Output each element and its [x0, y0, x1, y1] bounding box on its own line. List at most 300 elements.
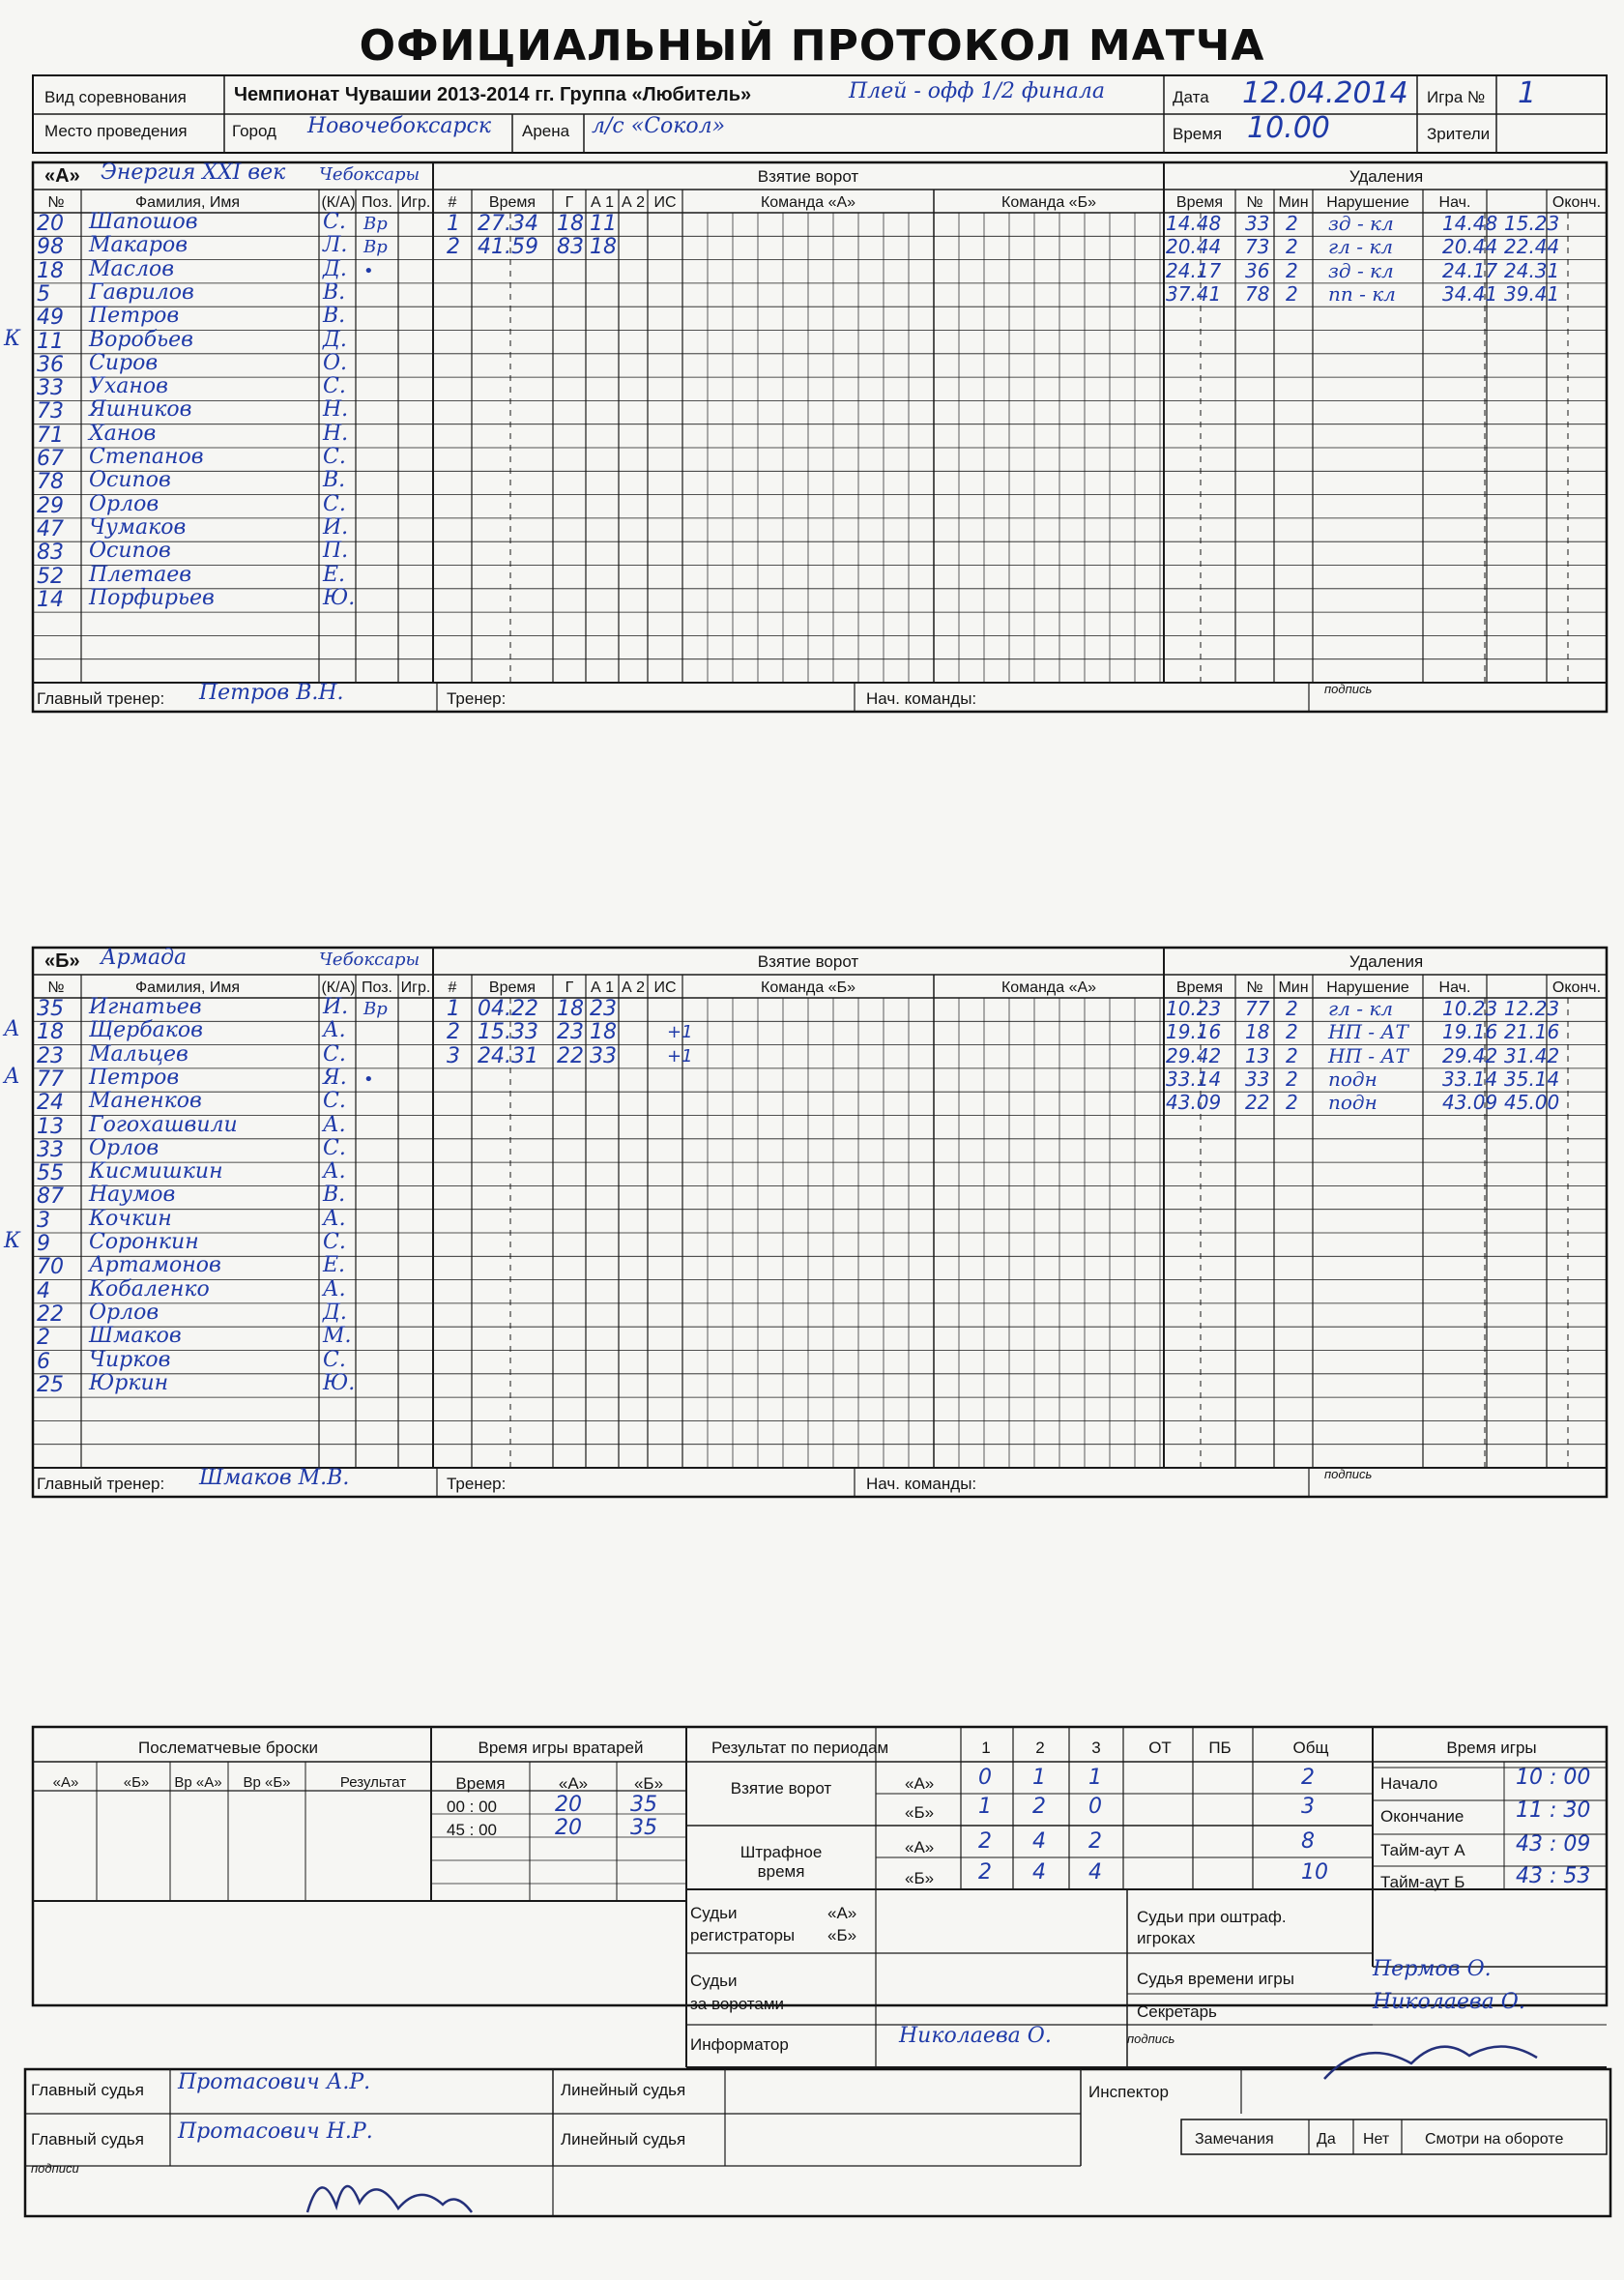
team_a-penalty-violation: зд - кл [1328, 258, 1394, 282]
time-value: 10.00 [1247, 111, 1330, 145]
team_b-pcol-time: Время [1175, 979, 1224, 996]
team_b-player-name: Кочкин [89, 1206, 172, 1231]
team_a-penalty-end: 24.31 [1504, 258, 1560, 282]
team_a-sign-label: подпись [1324, 682, 1373, 696]
team_a-col-name: Фамилия, Имя [135, 194, 240, 211]
registrar-label-2: регистраторы [690, 1926, 796, 1944]
periods-goals_b-cell: 3 [1301, 1795, 1315, 1819]
goalie-b-number: 35 [630, 1816, 657, 1840]
team_b-player-initial: Д. [323, 1300, 347, 1325]
team_b-col-hash: # [448, 979, 457, 996]
team_b-goal-assist1: 23 [590, 997, 617, 1021]
team_a-player-name: Гаврилов [89, 279, 194, 305]
team_b-penalty-minutes: 2 [1286, 1043, 1298, 1067]
team_a-player-position: Вр [363, 237, 388, 258]
team_a-penalty-time: 14.48 [1166, 212, 1222, 235]
team_b-player-number: 35 [37, 997, 64, 1021]
team_a-penalty-time: 20.44 [1166, 235, 1222, 259]
team_a-player-name: Плетаев [89, 562, 192, 587]
team_a-col-hash: # [448, 194, 457, 211]
team_a-goal-assist1: 11 [590, 212, 617, 236]
team_a-player-initial: С. [323, 445, 346, 469]
team_a-pcol-violation: Нарушение [1326, 194, 1409, 211]
team_b-player-name: Орлов [89, 1300, 160, 1325]
team_b-player-number: 24 [37, 1091, 64, 1116]
team_b-player-initial: А. [323, 1018, 346, 1043]
team_b-col-g: Г [565, 979, 574, 996]
team_b-player-initial: Я. [323, 1065, 347, 1090]
team_b-player-name: Соронкин [89, 1230, 199, 1254]
team_b-player-number: 6 [37, 1349, 50, 1374]
team_a-player-name: Яшников [89, 397, 192, 423]
team-b-captain-mark: К [4, 1229, 21, 1253]
periods-goals_a-cell: 1 [1088, 1766, 1102, 1790]
team_b-player-number: 55 [37, 1161, 64, 1186]
team_b-goal-time: 15.33 [478, 1020, 538, 1045]
team_a-player-number: 18 [37, 258, 64, 283]
registrar-a: «А» [827, 1904, 857, 1922]
team_b-player-name: Наумов [89, 1183, 176, 1208]
team_a-player-name: Чумаков [89, 514, 187, 540]
registrar-b: «Б» [827, 1926, 857, 1944]
date-value: 12.04.2014 [1242, 76, 1408, 110]
team_a-col-no: № [47, 194, 65, 211]
team_a-name: Энергия XXI век [101, 161, 286, 185]
team_a-penalty-violation: пп - кл [1328, 281, 1396, 306]
team_b-penalty-player: 18 [1245, 1020, 1270, 1044]
team_b-player-initial: В. [323, 1183, 346, 1208]
team_b-sign-label: подпись [1324, 1467, 1373, 1481]
team_b-player-initial: Е. [323, 1253, 346, 1278]
game-end-value: 11 : 30 [1516, 1798, 1591, 1823]
team_b-goal-scorer: 23 [557, 1020, 584, 1045]
team_a-player-number: 49 [37, 306, 64, 331]
chief-referee-2: Протасович Н.Р. [178, 2119, 373, 2144]
team_a-penalty-start: 24.17 [1442, 258, 1498, 282]
team_a-player-name: Степанов [89, 445, 204, 469]
periods-team-pim_a: «А» [905, 1838, 935, 1856]
periods-pim_a-cell: 2 [1088, 1829, 1102, 1854]
team_a-player-number: 52 [37, 564, 64, 589]
team_b-goal-number: 2 [447, 1020, 460, 1045]
team_a-penalty-start: 34.41 [1442, 281, 1498, 306]
city-label: Город [232, 122, 276, 140]
team_b-penalty-end: 31.42 [1504, 1043, 1560, 1067]
team_a-player-initial: В. [323, 468, 346, 493]
team_b-goal-strength: +1 [667, 1045, 693, 1067]
team_b-player-initial: С. [323, 1041, 346, 1067]
team_b-penalty-end: 35.14 [1504, 1067, 1560, 1091]
team_b-penalty-time: 29.42 [1166, 1043, 1222, 1067]
team_a-col-a2: А 2 [621, 194, 646, 211]
secretary-value: Николаева О. [1373, 1990, 1525, 2014]
team_b-goals-title: Взятие ворот [757, 952, 859, 971]
team-b-assistant-mark-1: А [4, 1017, 20, 1042]
team_b-shots-right-header: Команда «А» [1000, 979, 1097, 996]
team_a-player-initial: В. [323, 279, 346, 305]
team_b-col-is: ИС [653, 979, 677, 996]
goalie-a-number: 20 [555, 1816, 582, 1840]
linesman-label-1: Линейный судья [561, 2081, 686, 2099]
team_a-shots-right-header: Команда «Б» [1001, 194, 1096, 211]
team_a-player-name: Орлов [89, 491, 160, 516]
team_a-player-initial: П. [323, 539, 349, 564]
team_a-city: Чебоксары [319, 164, 420, 185]
team_b-player-position: • [363, 1068, 374, 1090]
chief-referee-label-2: Главный судья [31, 2130, 144, 2148]
team_b-name: Армада [101, 946, 188, 970]
team_b-penalty-violation: НП - АТ [1328, 1020, 1408, 1044]
team_a-penalties-title: Удаления [1348, 167, 1424, 186]
shootout-col-b: «Б» [123, 1774, 150, 1791]
team_b-pcol-start: Нач. [1438, 979, 1471, 996]
goalie-time-col-time: Время [455, 1774, 506, 1793]
team_b-penalty-violation: подн [1328, 1091, 1378, 1115]
team_b-goal-assist1: 18 [590, 1020, 617, 1045]
goalie-time-col-a: «А» [558, 1774, 589, 1793]
spectators-label: Зрители [1427, 125, 1491, 143]
team_b-player-name: Щербаков [89, 1018, 203, 1043]
team_a-coach-value: Петров В.Н. [199, 681, 344, 705]
secretary-label: Секретарь [1137, 2002, 1217, 2021]
team_b-penalty-time: 43.09 [1166, 1091, 1222, 1115]
periods-pim_a-cell: 2 [978, 1829, 992, 1854]
timeout-a-label: Тайм-аут А [1380, 1841, 1465, 1859]
team_a-penalty-start: 20.44 [1442, 235, 1498, 259]
team_a-goal-time: 41.59 [478, 235, 538, 260]
team_a-player-name: Сиров [89, 350, 159, 375]
team_b-tag: «Б» [44, 950, 80, 972]
team_b-penalty-start: 29.42 [1442, 1043, 1498, 1067]
team_b-player-name: Маненков [89, 1089, 202, 1114]
team_b-player-initial: С. [323, 1089, 346, 1114]
team_a-col-pos: Поз. [362, 194, 392, 211]
team_a-col-igr: Игр. [400, 194, 431, 211]
team_b-player-name: Артамонов [89, 1253, 221, 1278]
team_b-pcol-no: № [1246, 979, 1263, 996]
team_b-player-initial: А. [323, 1159, 346, 1184]
team_b-col-no: № [47, 979, 65, 996]
periods-pim_b-cell: 2 [978, 1860, 992, 1885]
goalie-time-title: Время игры вратарей [478, 1739, 644, 1757]
team_a-player-name: Макаров [89, 233, 188, 258]
team_b-col-pos: Поз. [362, 979, 392, 996]
team_a-player-position: • [363, 260, 374, 281]
team_b-penalty-violation: подн [1328, 1067, 1378, 1091]
team_b-player-initial: С. [323, 1230, 346, 1254]
team_a-pcol-time: Время [1175, 194, 1224, 211]
informer-value: Николаева О. [899, 2024, 1052, 2048]
team_b-player-name: Мальцев [89, 1041, 188, 1067]
team_b-col-time: Время [488, 979, 536, 996]
team_a-player-number: 67 [37, 447, 64, 471]
periods-h2: 2 [1035, 1739, 1045, 1757]
team_b-player-name: Петров [89, 1065, 180, 1090]
team_b-penalty-end: 12.23 [1504, 997, 1560, 1020]
team_b-player-initial: Ю. [323, 1370, 356, 1395]
team_b-player-number: 77 [37, 1067, 64, 1092]
shootout-col-result: Результат [339, 1774, 407, 1791]
team_b-penalty-player: 13 [1245, 1043, 1270, 1067]
team_a-penalty-player: 36 [1245, 258, 1270, 282]
team_b-player-number: 18 [37, 1020, 64, 1045]
team_a-penalty-minutes: 2 [1286, 281, 1298, 306]
periods-pim_b-cell: 4 [1032, 1860, 1046, 1885]
competition-note: Плей - офф 1/2 финала [849, 79, 1105, 103]
team_a-pcol-start: Нач. [1438, 194, 1471, 211]
team_a-col-is: ИС [653, 194, 677, 211]
team_b-penalty-start: 33.14 [1442, 1067, 1498, 1091]
team_a-player-number: 11 [37, 329, 64, 354]
competition-label: Вид соревнования [44, 88, 187, 106]
team_b-player-number: 33 [37, 1137, 64, 1162]
team_a-player-initial: И. [323, 514, 349, 540]
team_a-penalty-start: 14.48 [1442, 212, 1498, 235]
team_a-goal-number: 2 [447, 235, 460, 260]
team_b-penalty-minutes: 2 [1286, 1020, 1298, 1044]
team_a-player-number: 98 [37, 235, 64, 260]
timeout-b-label: Тайм-аут Б [1380, 1873, 1465, 1891]
team_a-pcol-end: Оконч. [1552, 194, 1602, 211]
team_a-penalty-minutes: 2 [1286, 258, 1298, 282]
team_a-player-number: 33 [37, 376, 64, 401]
team_a-player-number: 47 [37, 516, 64, 541]
team_b-player-name: Шмаков [89, 1324, 182, 1349]
timeout-b-value: 43 : 53 [1516, 1864, 1591, 1888]
team_b-goal-assist1: 33 [590, 1043, 617, 1068]
periods-pim_a-cell: 8 [1301, 1829, 1315, 1854]
periods-team-goals_a: «А» [905, 1774, 935, 1793]
team_b-coach-label: Главный тренер: [37, 1475, 165, 1493]
goalie-time-value: 45 : 00 [447, 1821, 497, 1839]
goalie-a-number: 20 [555, 1793, 582, 1817]
date-label: Дата [1173, 88, 1209, 106]
team_a-penalty-player: 33 [1245, 212, 1270, 235]
team_a-player-initial: С. [323, 374, 346, 399]
team_b-player-number: 4 [37, 1278, 50, 1303]
team-b-assistant-mark-2: А [4, 1064, 20, 1089]
team_a-player-number: 5 [37, 281, 50, 307]
periods-htotal: Общ [1292, 1739, 1329, 1757]
goalie-b-number: 35 [630, 1793, 657, 1817]
team_a-player-initial: Л. [323, 233, 348, 258]
team_b-goal-time: 24.31 [478, 1043, 538, 1068]
team_b-goal-scorer: 18 [557, 997, 584, 1021]
team_b-player-number: 87 [37, 1184, 64, 1210]
timekeeper-value: Пермов О. [1373, 1957, 1492, 1981]
penalty-judges-label: Судьи при оштраф. игроках [1137, 1908, 1287, 1948]
team_b-penalty-player: 22 [1245, 1091, 1270, 1115]
team_a-player-initial: Д. [323, 256, 347, 281]
shootout-col-gk-a: Вр «А» [174, 1774, 222, 1791]
team_a-player-name: Петров [89, 304, 180, 329]
periods-pim-label: Штрафное время [740, 1843, 823, 1882]
team_a-player-number: 36 [37, 352, 64, 377]
team_b-penalty-minutes: 2 [1286, 1091, 1298, 1115]
team_a-col-a1: А 1 [590, 194, 615, 211]
game-time-title: Время игры [1446, 1739, 1537, 1757]
team_a-player-initial: С. [323, 210, 346, 234]
remarks-no: Нет [1363, 2131, 1390, 2148]
team_b-penalty-time: 10.23 [1166, 997, 1222, 1020]
team_a-player-name: Осипов [89, 468, 171, 493]
goal-judges-label-1: Судьи [690, 1972, 738, 1990]
periods-team-pim_b: «Б» [905, 1869, 935, 1887]
team_b-shots-left-header: Команда «Б» [761, 979, 856, 996]
team_a-player-name: Шапошов [89, 210, 198, 234]
periods-hot: ОТ [1148, 1739, 1172, 1757]
team_a-player-initial: Н. [323, 397, 349, 423]
team_a-coach-label: Главный тренер: [37, 689, 165, 708]
game-start-label: Начало [1380, 1774, 1438, 1793]
periods-goals_b-cell: 1 [978, 1795, 992, 1819]
team_a-player-number: 83 [37, 541, 64, 566]
team_b-col-ka: (К/А) [321, 979, 356, 996]
team_a-player-name: Порфирьев [89, 585, 215, 610]
linesman-label-2: Линейный судья [561, 2130, 686, 2148]
team_b-player-initial: М. [323, 1324, 352, 1349]
team_b-player-number: 3 [37, 1208, 50, 1233]
team_a-player-name: Маслов [89, 256, 175, 281]
team_a-goal-time: 27.34 [478, 212, 538, 236]
team_b-penalty-start: 43.09 [1442, 1091, 1498, 1115]
team_a-player-initial: О. [323, 350, 348, 375]
game-start-value: 10 : 00 [1516, 1766, 1591, 1790]
team_b-city: Чебоксары [319, 950, 420, 970]
timeout-a-value: 43 : 09 [1516, 1832, 1591, 1856]
team_a-player-position: Вр [363, 214, 388, 234]
see-back-label: Смотри на обороте [1425, 2131, 1564, 2148]
competition-value: Чемпионат Чувашии 2013-2014 гг. Группа «Любитель» [234, 84, 752, 105]
team_a-col-time: Время [488, 194, 536, 211]
team_b-penalty-start: 10.23 [1442, 997, 1498, 1020]
team_a-player-name: Осипов [89, 539, 171, 564]
remarks-yes: Да [1317, 2131, 1336, 2148]
team_a-penalty-minutes: 2 [1286, 235, 1298, 259]
team_a-pcol-no: № [1246, 194, 1263, 211]
team_b-col-a1: А 1 [590, 979, 615, 996]
team_a-penalty-player: 73 [1245, 235, 1270, 259]
team_b-goal-number: 3 [447, 1043, 460, 1068]
game-number-label: Игра № [1427, 88, 1486, 106]
team_a-player-initial: В. [323, 304, 346, 329]
team_b-player-number: 9 [37, 1232, 50, 1256]
periods-goals_a-cell: 0 [978, 1766, 992, 1790]
team_a-player-number: 14 [37, 587, 64, 612]
team_a-penalty-minutes: 2 [1286, 212, 1298, 235]
team_b-col-name: Фамилия, Имя [135, 979, 240, 996]
goal-judges-label-2: за воротами [690, 1995, 785, 2013]
team_a-goal-scorer: 18 [557, 212, 584, 236]
referees-sign-label: подписи [31, 2161, 79, 2176]
team_a-player-initial: С. [323, 491, 346, 516]
team_b-penalty-time: 19.16 [1166, 1020, 1222, 1044]
team_a-penalty-end: 15.23 [1504, 212, 1560, 235]
team_b-player-number: 23 [37, 1043, 64, 1068]
periods-h3: 3 [1091, 1739, 1101, 1757]
game-end-label: Окончание [1380, 1807, 1464, 1826]
team_b-penalty-end: 21.16 [1504, 1020, 1560, 1044]
goalie-time-value: 00 : 00 [447, 1798, 497, 1816]
team_a-player-name: Воробьев [89, 327, 193, 352]
city-value: Новочебоксарск [307, 114, 491, 138]
arena-label: Арена [522, 122, 570, 140]
team_a-player-number: 71 [37, 423, 64, 448]
team_b-penalty-player: 33 [1245, 1067, 1270, 1091]
remarks-label: Замечания [1195, 2131, 1274, 2148]
periods-team-goals_b: «Б» [905, 1803, 935, 1822]
game-number-value: 1 [1518, 76, 1537, 110]
team_b-player-number: 2 [37, 1326, 50, 1351]
periods-pim_a-cell: 4 [1032, 1829, 1046, 1854]
team_a-col-g: Г [565, 194, 574, 211]
team_b-penalty-time: 33.14 [1166, 1067, 1222, 1091]
team_a-player-number: 29 [37, 493, 64, 518]
team_b-col-igr: Игр. [400, 979, 431, 996]
team_a-player-number: 20 [37, 212, 64, 236]
team_a-goals-title: Взятие ворот [757, 167, 859, 186]
team_a-player-number: 78 [37, 470, 64, 495]
team_a-player-initial: Д. [323, 327, 347, 352]
registrar-label-1: Судьи [690, 1904, 738, 1922]
team_b-player-name: Кисмишкин [89, 1159, 223, 1184]
periods-goals_b-cell: 2 [1032, 1795, 1046, 1819]
team_b-player-number: 13 [37, 1114, 64, 1139]
periods-goals_a-cell: 1 [1032, 1766, 1046, 1790]
team_b-trainer-label: Тренер: [447, 1475, 507, 1493]
periods-title: Результат по периодам [711, 1739, 889, 1757]
team_b-player-position: Вр [363, 999, 388, 1019]
team_a-shots-left-header: Команда «А» [760, 194, 856, 211]
team_b-player-initial: А. [323, 1276, 346, 1301]
team_a-penalty-violation: зд - кл [1328, 212, 1394, 235]
team_b-col-a2: А 2 [621, 979, 646, 996]
team_a-chief-label: Нач. команды: [866, 689, 977, 708]
timekeeper-label: Судья времени игры [1137, 1970, 1294, 1988]
team_a-goal-scorer: 83 [557, 235, 584, 260]
shootout-col-gk-b: Вр «Б» [243, 1774, 291, 1791]
team_a-goal-assist1: 18 [590, 235, 617, 260]
team_b-player-name: Игнатьев [89, 995, 202, 1019]
team_b-player-number: 70 [37, 1255, 64, 1280]
team_b-player-name: Орлов [89, 1135, 160, 1160]
team_a-penalty-time: 37.41 [1166, 281, 1222, 306]
team_b-player-number: 25 [37, 1372, 64, 1397]
team_b-goal-time: 04.22 [478, 997, 538, 1021]
team_a-trainer-label: Тренер: [447, 689, 507, 708]
officials-sign-label: подпись [1127, 2032, 1175, 2046]
team_a-player-initial: Ю. [323, 585, 356, 610]
team_a-goal-number: 1 [447, 212, 460, 236]
team_a-player-initial: Н. [323, 421, 349, 446]
periods-pim_b-cell: 4 [1088, 1860, 1102, 1885]
team_b-goal-scorer: 22 [557, 1043, 584, 1068]
chief-referee-label-1: Главный судья [31, 2081, 144, 2099]
team_b-goal-number: 1 [447, 997, 460, 1021]
team_b-goal-strength: +1 [667, 1022, 693, 1043]
team_a-player-name: Уханов [89, 374, 168, 399]
inspector-label: Инспектор [1088, 2083, 1169, 2101]
chief-referee-1: Протасович А.Р. [178, 2070, 371, 2094]
team_b-pcol-end: Оконч. [1552, 979, 1602, 996]
periods-hpb: ПБ [1208, 1739, 1232, 1757]
periods-h1: 1 [981, 1739, 991, 1757]
team_b-pcol-violation: Нарушение [1326, 979, 1409, 996]
periods-pim_b-cell: 10 [1301, 1860, 1328, 1885]
team_b-penalty-violation: гл - кл [1328, 997, 1393, 1020]
team_a-pcol-min: Мин [1278, 194, 1309, 211]
team_a-penalty-end: 22.44 [1504, 235, 1560, 259]
